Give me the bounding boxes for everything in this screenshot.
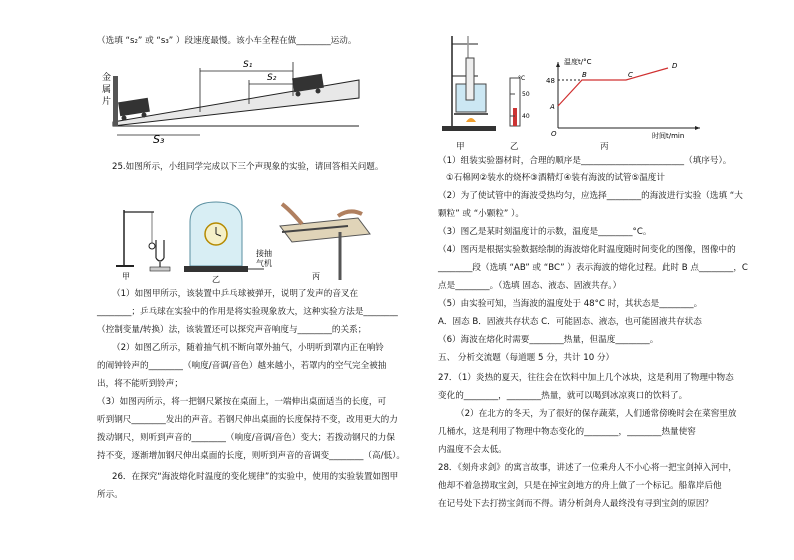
point-d: D xyxy=(672,62,678,70)
q26-1: （1）组装实验器材时，合理的顺序是________________________（填序号）。 xyxy=(438,156,732,166)
q26-5: （5）由实验可知，当海波的温度处于 48°C 时，其状态是________。 xyxy=(438,299,703,309)
q26-6: （6）海波在熔化时需要________热量，但温度________。 xyxy=(438,335,659,345)
caption-yi: 乙 xyxy=(212,275,220,284)
ruler-table-setup xyxy=(280,204,370,280)
label-s1: S₁ xyxy=(243,60,253,70)
label-metal-3: 片 xyxy=(102,97,112,107)
sound-experiments-figure xyxy=(112,196,382,284)
graph-ylabel: 温度t/°C xyxy=(564,58,592,66)
q25-1-line1: （1）如图甲所示，该装置中乒乓球被弹开，说明了发声的音叉在 xyxy=(112,289,359,299)
label-s3: S₃ xyxy=(153,133,165,146)
cart-bottom xyxy=(118,98,150,121)
section-5-heading: 五、 分析交流题（每道题 5 分，共计 10 分） xyxy=(438,353,615,363)
thermo-40: 40 xyxy=(522,113,530,120)
graph-ytick: 48 xyxy=(546,77,555,85)
q25-2-line2: 的闹钟铃声的________（响度/音调/音色）越来越小，若罩内的空气完全被抽 xyxy=(97,361,387,371)
heating-apparatus xyxy=(438,32,500,136)
label-metal-2: 属 xyxy=(102,85,112,95)
point-c: C xyxy=(628,71,633,79)
q24-tail-line: （选填 “s₂” 或 “s₃” ）段速度最慢。该小车全程在做________运动。 xyxy=(97,36,357,46)
q25-3-line4: 持不变，逐渐增加钢尺伸出桌面的长度，则听到声音的音调变________（高/低）。 xyxy=(97,451,405,461)
q25-1-line2: ________；乒乓球在实验中的作用是将实验现象放大，这种实验方法是________ xyxy=(97,307,398,317)
q27-2-line3: 内温度不会太低。 xyxy=(438,445,507,455)
label-metal-1: 金 xyxy=(102,73,112,83)
graph-xlabel: 时间t/min xyxy=(652,132,685,140)
q25-title: 25.如图所示，小组同学完成以下三个声现象的实验，请回答相关问题。 xyxy=(112,162,384,172)
q26-4-line3: 点是________。（选填 固态、液态、固液共存。） xyxy=(438,281,622,291)
pump-label-1: 接抽 xyxy=(256,249,272,258)
incline-figure xyxy=(97,52,367,144)
q25-3-line2: 听到钢尺________发出的声音。若钢尺伸出桌面的长度保持不变，改用更大的力 xyxy=(97,415,398,425)
thermo-unit: °C xyxy=(518,75,526,82)
q26-1-options: ①石棉网②装水的烧杯③酒精灯④装有海波的试管⑤温度计 xyxy=(446,173,665,183)
q25-2-line1: （2）如图乙所示，随着抽气机不断向罩外抽气，小明听到罩内正在响铃 xyxy=(112,343,384,353)
q26-2-line2: 颗粒” 或 “小颗粒” ）。 xyxy=(438,209,525,219)
graph-origin: O xyxy=(551,130,557,138)
caption-bing: 丙 xyxy=(312,272,320,281)
q26-5-options: A．固态 B．固液共存状态 C．可能固态、液态，也可能固液共存状态 xyxy=(438,317,702,327)
q28-line3: 在记号处下去打捞宝剑而不得。请分析剑舟人最终没有寻到宝剑的原因？ xyxy=(438,499,714,509)
q28-line1: 28．《刻舟求剑》的寓言故事，讲述了一位乘舟人不小心将一把宝剑掉入河中， xyxy=(438,463,737,473)
q25-1-line3: （控制变量/转换）法，该装置还可以探究声音响度与________的关系； xyxy=(97,325,367,335)
q25-2-line3: 出，将不能听到铃声； xyxy=(97,379,183,389)
q28-line2: 他却不着急捞取宝剑，只是在掉宝剑地方的舟上做了一个标记。船靠岸后他 xyxy=(438,481,722,491)
q26-2-line1: （2）为了使试管中的海波受热均匀，应选择________的海波进行实验（选填 “大 xyxy=(438,191,743,201)
point-b: B xyxy=(582,71,587,79)
q27-2-line1: （2）在北方的冬天，为了很好的保存蔬菜，人们通常傍晚时会在菜窖里放 xyxy=(456,409,737,419)
melting-graph xyxy=(548,56,708,140)
q27-1-line2: 变化的________，________热量，就可以喝到冰凉爽口的饮料了。 xyxy=(438,391,688,401)
point-a: A xyxy=(550,103,555,111)
q27-1-line1: 27．（1）炎热的夏天，往往会在饮料中加上几个冰块，这是利用了物理中物态 xyxy=(438,373,734,383)
caption-right-jia: 甲 xyxy=(456,142,465,152)
q26-line2: 所示。 xyxy=(97,490,123,500)
thermo-50: 50 xyxy=(522,91,530,98)
q25-3-line1: （3）如图丙所示，将一把钢尺紧按在桌面上，一端伸出桌面适当的长度，可 xyxy=(97,397,387,407)
temperature-curve xyxy=(558,68,668,106)
q26-3: （3）图乙是某时刻温度计的示数，温度是________°C。 xyxy=(438,227,652,237)
pump-label-2: 气机 xyxy=(256,259,272,268)
label-s2: S₂ xyxy=(267,73,277,83)
q26-line1: 26．在探究“海波熔化时温度的变化规律”的实验中，使用的实验装置如图甲 xyxy=(112,472,399,482)
bell-jar-setup xyxy=(184,202,264,272)
metal-plate xyxy=(113,76,118,126)
q27-2-line2: 几桶水，这是利用了物理中物态变化的________，________热量使窖 xyxy=(438,427,696,437)
q26-4-line1: （4）图丙是根据实验数据绘制的海波熔化时温度随时间变化的图像，图像中的 xyxy=(438,245,736,255)
q26-4-line2: ________段（选填 “AB” 或 “BC” ）表示海波的熔化过程。此时 B 点________，C xyxy=(438,263,748,273)
caption-right-bing: 丙 xyxy=(600,142,609,152)
tuning-fork-setup xyxy=(116,210,170,271)
thermometer xyxy=(506,72,540,134)
q25-3-line3: 拨动钢尺，则听到声音的________（响度/音调/音色）变大；若拨动钢尺的力保 xyxy=(97,433,395,443)
caption-right-yi: 乙 xyxy=(510,142,519,152)
caption-jia: 甲 xyxy=(122,272,130,281)
